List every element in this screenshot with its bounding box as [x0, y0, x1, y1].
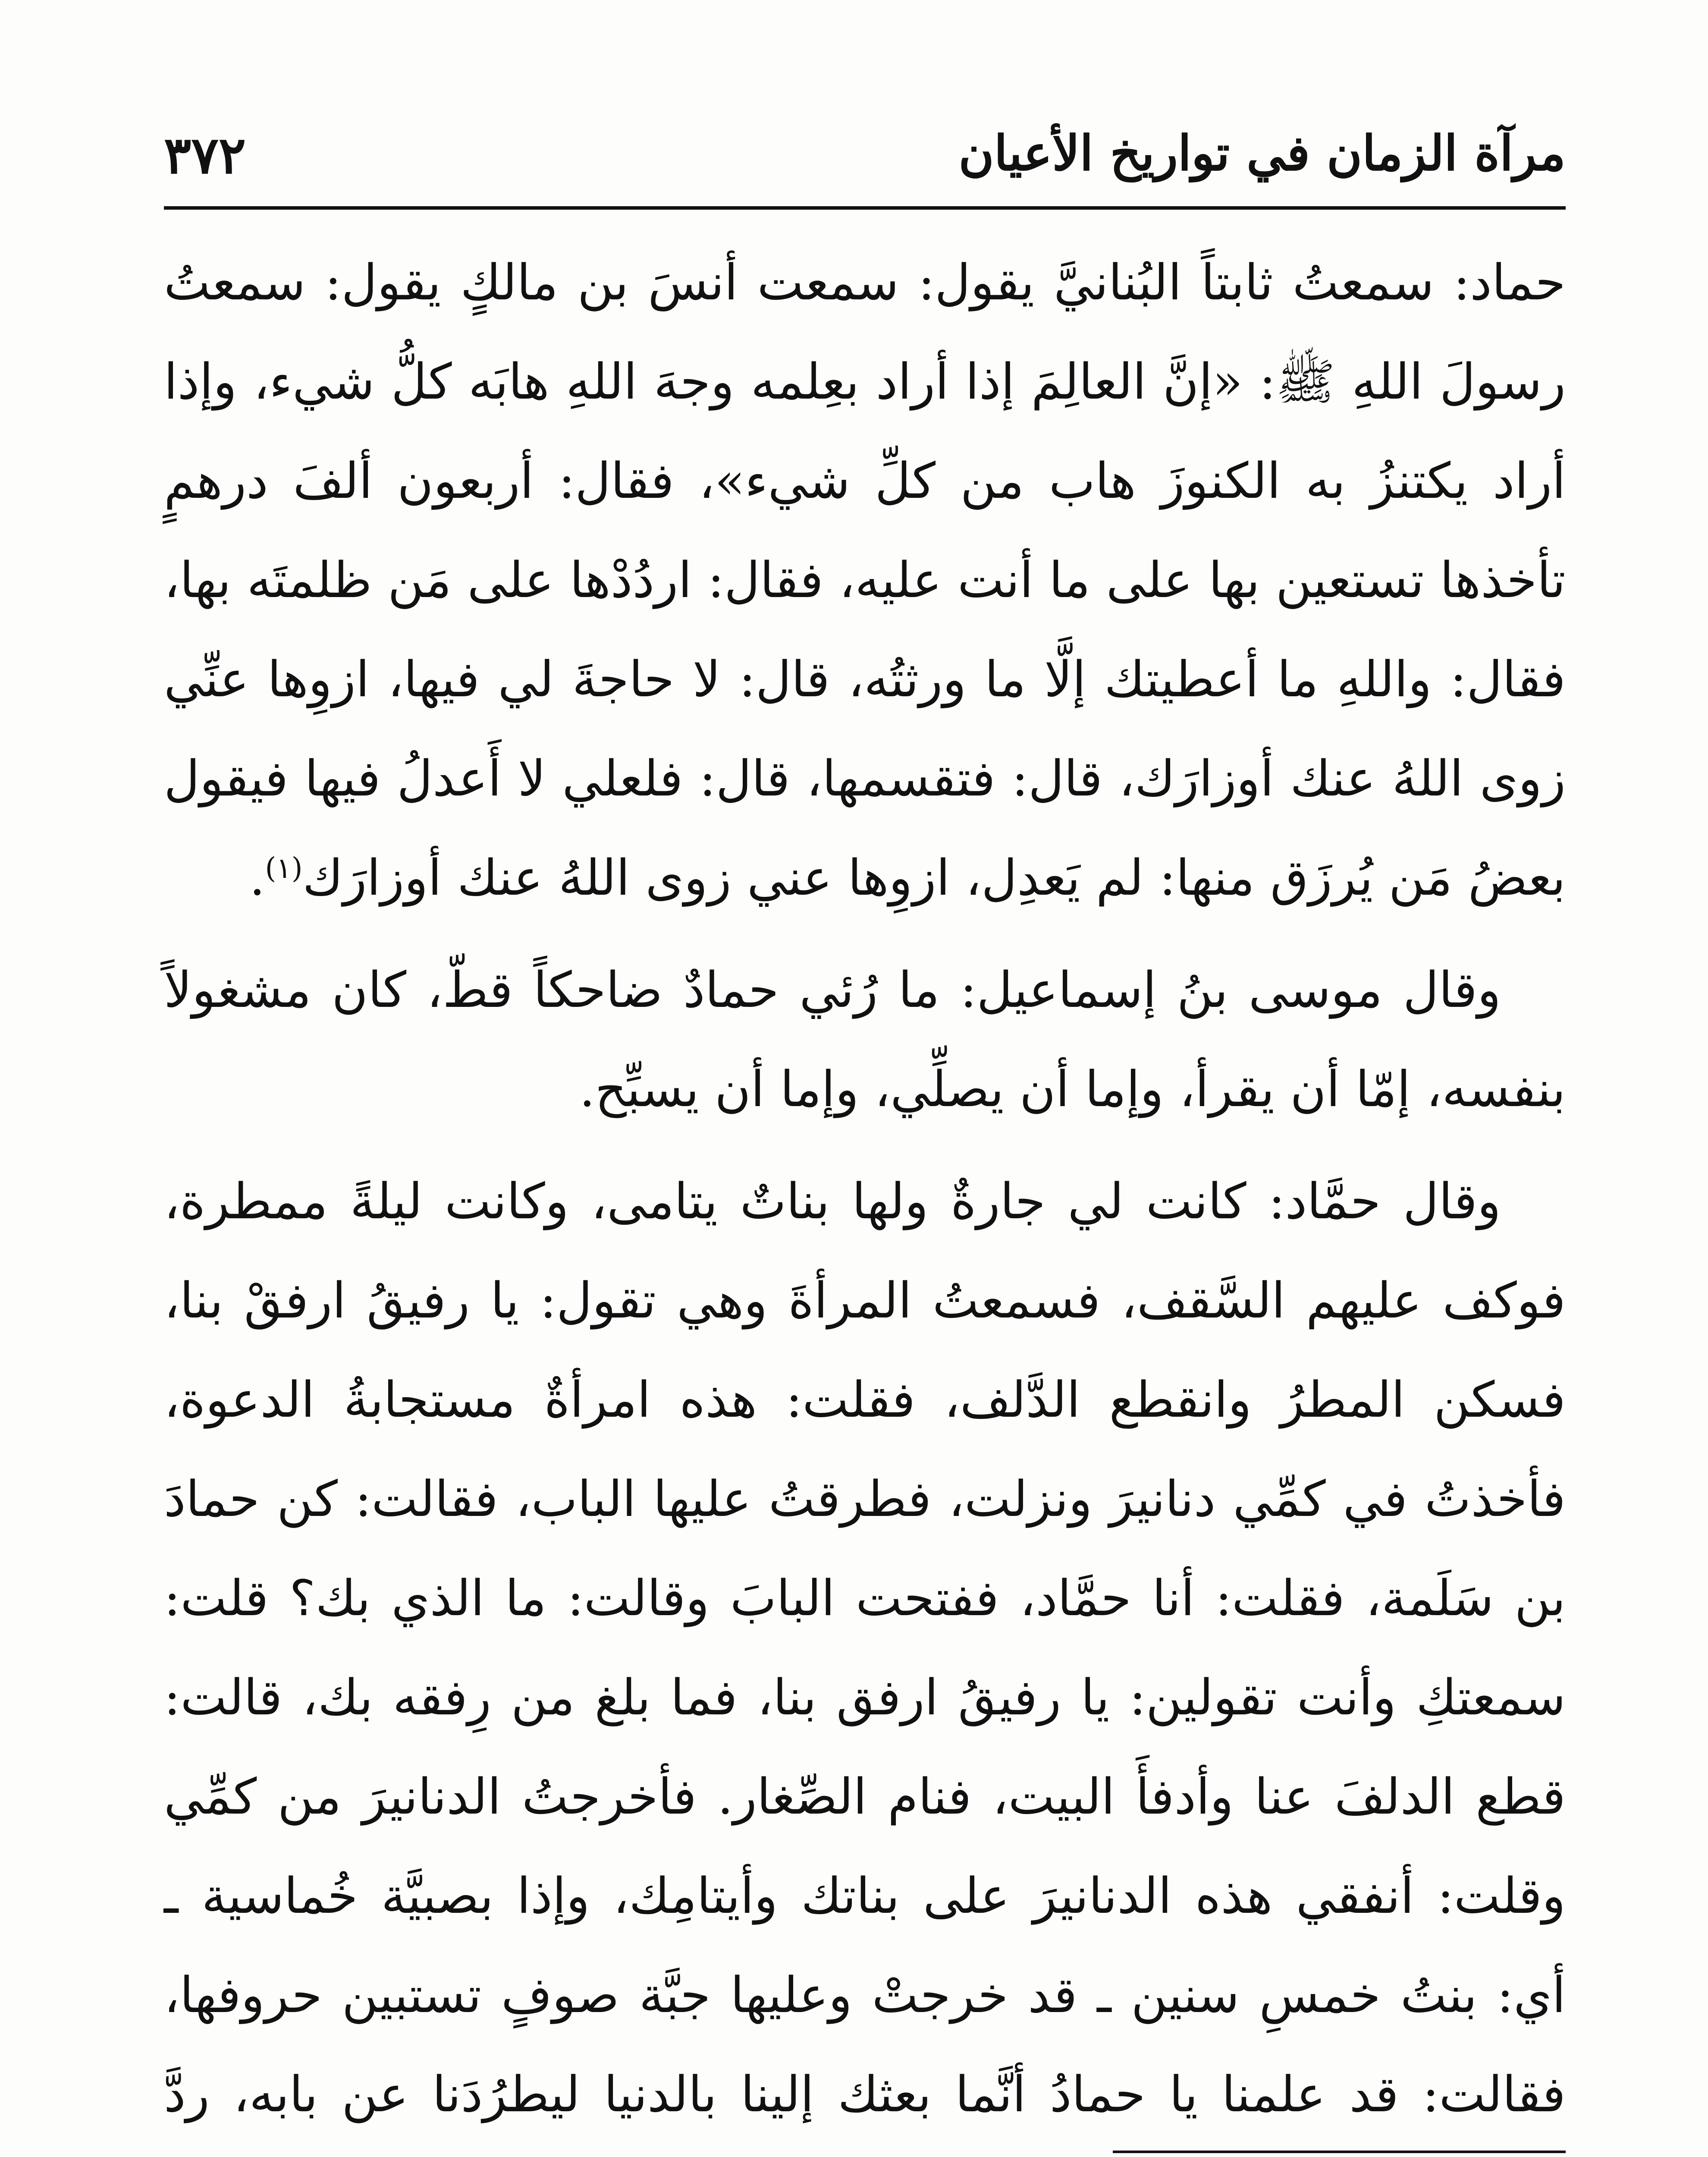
running-title: مرآة الزمان في تواريخ الأعيان — [958, 125, 1566, 182]
footnote-rule — [1113, 2151, 1566, 2153]
paragraph-3: وقال حمَّاد: كانت لي جارةٌ ولها بناتٌ يتامى، وكانت ليلةً ممطرة، فوكف عليهم السَّقف، فسمعتُ المرأةَ وهي تقول: يا رفيقُ ارفقْ بنا، فسكن المطرُ وانقطع الدَّلف، فقلت: هذه امرأةٌ مستجابةُ الدعوة، فأخذتُ في كمِّي دنانيرَ ونزلت، فطرقتُ عليها الباب، فقالت: كن حمادَ بن سَلَمة، فقلت: أنا حمَّاد، ففتحت البابَ وقالت: ما الذي بك؟ قلت: سمعتكِ وأنت تقولين: يا رفيقُ ارفق بنا، فما بلغ من رِفقه بك، قالت: قطع الدلفَ عنا وأدفأَ البيت، فنام الصِّغار. فأخرجتُ الدنانيرَ من كمِّي وقلت: أنفقي هذه الدنانيرَ على بناتك وأيتامِك، وإذا بصبيَّة خُماسية ـ أي: بنتُ خمسِ سنين ـ قد خرجتْ وعليها جبَّة صوفٍ تستبين حروفها، فقالت: قد علمنا يا حمادُ أنَّما بعثك إلينا بالدنيا ليطرُدَنا عن بابه، ردَّ — [164, 1173, 1566, 2123]
header-rule — [164, 206, 1566, 210]
footnote-ref-1: (١) — [265, 852, 303, 885]
paragraph-2: وقال موسى بنُ إسماعيل: ما رُئي حمادٌ ضاحكاً قطّ، كان مشغولاً بنفسه، إمّا أن يقرأ، وإما أن يصلِّي، وإما أن يسبِّح. — [164, 961, 1566, 1118]
page-header — [164, 108, 1566, 207]
paragraph-1-tail: . — [249, 849, 265, 906]
page-number: ٣٧٢ — [164, 125, 246, 185]
paragraph-1 — [164, 233, 1566, 928]
main-text — [164, 233, 1566, 2157]
paragraph-1-text: حماد: سمعتُ ثابتاً البُنانيَّ يقول: سمعت أنسَ بن مالكٍ يقول: سمعتُ رسولَ اللهِ ﷺ: «إنَّ العالِمَ إذا أراد بعِلمه وجهَ اللهِ هابَه كلُّ شيء، وإذا أراد يكتنزُ به الكنوزَ هاب من كلِّ شيء»، فقال: أربعون ألفَ درهمٍ تأخذها تستعين بها على ما أنت عليه، فقال: اردُدْها على مَن ظلمتَه بها، فقال: واللهِ ما أعطيتك إلَّا ما ورثتُه، قال: لا حاجةَ لي فيها، ازوِها عنِّي زوى اللهُ عنك أوزارَك، قال: فتقسمها، قال: فلعلي لا أَعدلُ فيها فيقول بعضُ مَن يُرزَق منها: لم يَعدِل، ازوِها عني زوى اللهُ عنك أوزارَك — [164, 254, 1566, 906]
